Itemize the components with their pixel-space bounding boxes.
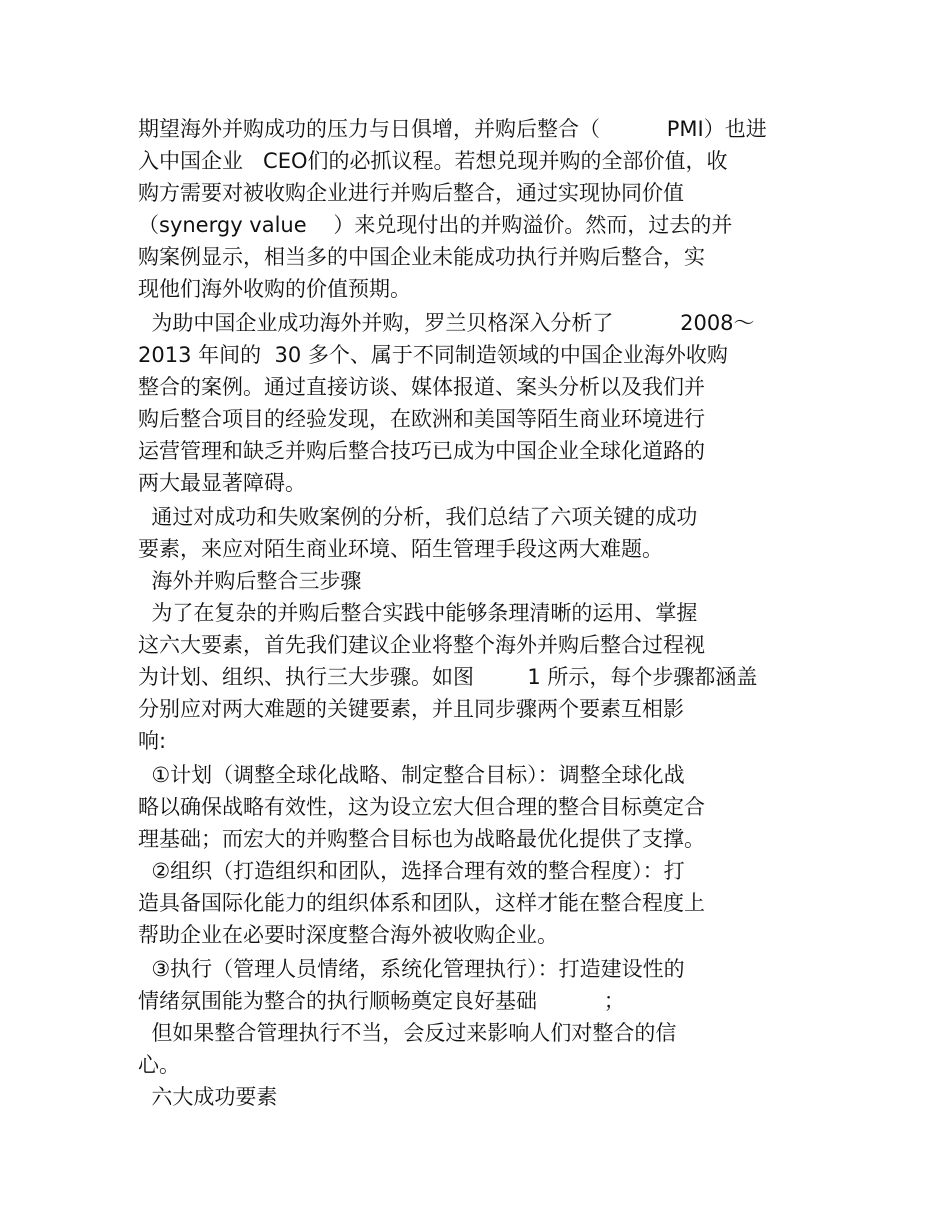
text-line: 为助中国企业成功海外并购，罗兰贝格深入分析了 2008～ [138,311,755,335]
text-line: ③执行（管理人员情绪，系统化管理执行）：打造建设性的 [138,957,685,981]
text-line: 两大最显著障碍。 [138,471,306,495]
text-line: 这六大要素，首先我们建议企业将整个海外并购后整合过程视 [138,633,705,657]
text-line: 通过对成功和失败案例的分析，我们总结了六项关键的成功 [138,505,698,529]
text-line: 购方需要对被收购企业进行并购后整合，通过实现协同价值 [138,181,684,205]
text-line: 运营管理和缺乏并购后整合技巧已成为中国企业全球化道路的 [138,439,705,463]
text-line: ②组织（打造组织和团队，选择合理有效的整合程度）：打 [138,859,685,883]
text-line: 购案例显示，相当多的中国企业未能成功执行并购后整合，实 [138,245,705,269]
text-line: 理基础；而宏大的并购整合目标也为战略最优化提供了支撑。 [138,827,705,851]
text-line: 情绪氛围能为整合的执行顺畅奠定良好基础 ； [138,989,625,1013]
text-line: 造具备国际化能力的组织体系和团队，这样才能在整合程度上 [138,891,705,915]
text-line: 响: [138,729,167,753]
text-line: 整合的案例。通过直接访谈、媒体报道、案头分析以及我们并 [138,375,705,399]
text-line: 帮助企业在必要时深度整合海外被收购企业。 [138,923,558,947]
text-line: 为计划、组织、执行三大步骤。如图 1 所示，每个步骤都涵盖 [138,665,758,689]
text-line: 入中国企业 CEO们的必抓议程。若想兑现并购的全部价值，收 [138,149,728,173]
text-line: ①计划（调整全球化战略、制定整合目标）：调整全球化战 [138,763,685,787]
text-line: 为了在复杂的并购后整合实践中能够条理清晰的运用、掌握 [138,601,698,625]
text-line: 购后整合项目的经验发现，在欧洲和美国等陌生商业环境进行 [138,407,705,431]
text-line: 分别应对两大难题的关键要素，并且同步骤两个要素互相影 [138,697,684,721]
text-line: 略以确保战略有效性，这为设立宏大但合理的整合目标奠定合 [138,795,705,819]
text-line: （synergy value ）来兑现付出的并购溢价。然而，过去的并 [138,213,733,237]
text-line: 要素，来应对陌生商业环境、陌生管理手段这两大难题。 [138,537,663,561]
section-heading: 海外并购后整合三步骤 [138,569,362,593]
text-line: 心。 [138,1053,180,1077]
text-line: 期望海外并购成功的压力与日俱增，并购后整合（ PMI）也进 [138,117,767,141]
text-line: 2013 年间的 30 多个、属于不同制造领域的中国企业海外收购 [138,343,728,367]
text-line: 但如果整合管理执行不当，会反过来影响人们对整合的信 [138,1021,677,1045]
text-line: 现他们海外收购的价值预期。 [138,277,411,301]
section-heading: 六大成功要素 [138,1085,278,1109]
